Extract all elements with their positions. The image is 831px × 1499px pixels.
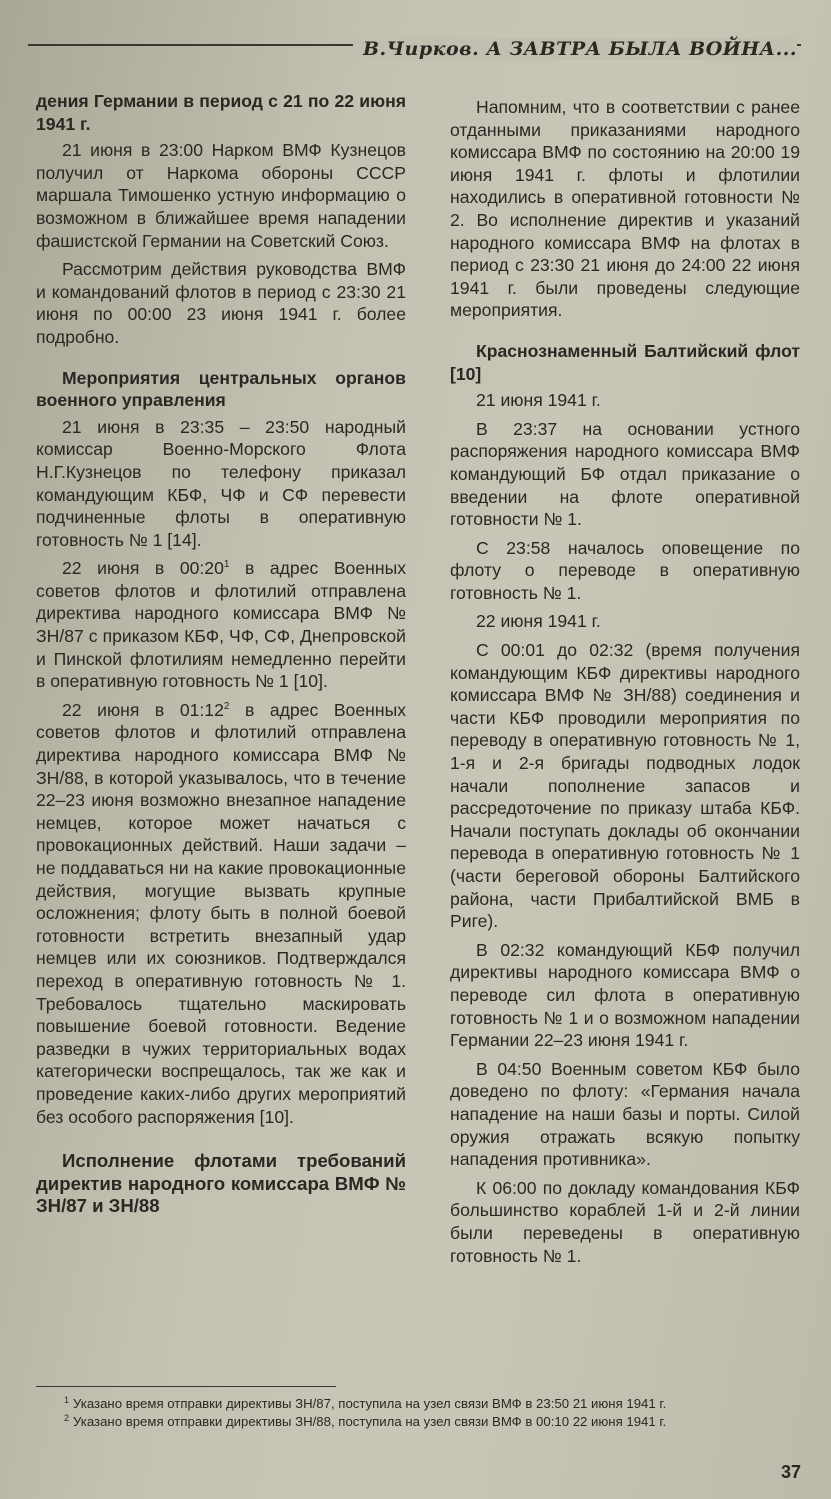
footnote bbox=[36, 1395, 796, 1413]
paragraph: В 23:37 на основании устного распоряжения народного комиссара ВМФ командующий БФ отдал приказание о введении на флоте оперативной готовности № 1. bbox=[450, 418, 800, 530]
page-header bbox=[28, 20, 801, 68]
paragraph: 21 июня в 23:35 – 23:50 народный комиссар Военно-Морского Флота Н.Г.Кузнецов по телефону приказал командующим КБФ, ЧФ и СФ перевести подчиненные флоты в оперативную готовность № 1 [14]. bbox=[36, 416, 406, 550]
paragraph: В 02:32 командующий КБФ получил директивы народного комиссара ВМФ о переводе сил флота в оперативную готовность № 1 и о возможном нападении Германии 22–23 июня 1941 г. bbox=[450, 939, 800, 1051]
paragraph-text: в адрес Военных советов флотов и флотилий отправлена директива народного комиссара ВМФ № ЗН/88, в которой указывалось, что в течение 22–23 июня возможно внезапное нападение немцев, которое может начаться с провокационных действий. Наши задачи – не поддаваться ни на какие провокационные действия, могущие вызвать крупные осложнения; флоту быть в полной боевой готовности встретить внезапный удар немцев или их союзников. Подтверждался переход в оперативную готовность № 1. Требовалось тщательно маскировать повышение боевой готовности. Ведение разведки в чужих территориальных водах категорически воспрещалось, так же как и проведение каких-либо других мероприятий без особого распоряжения [10]. bbox=[36, 699, 407, 1127]
footnote-ref: 2 bbox=[223, 700, 230, 712]
footnote-ref: 1 bbox=[223, 559, 230, 571]
left-column bbox=[36, 90, 406, 1222]
footnote-rule bbox=[36, 1386, 336, 1387]
footnote-mark: 1 bbox=[64, 1394, 70, 1405]
footnote-mark: 2 bbox=[64, 1412, 70, 1423]
footnote-text: Указано время отправки директивы ЗН/88, поступила на узел связи ВМФ в 00:10 22 июня 1941 г. bbox=[73, 1414, 667, 1429]
paragraph: Напомним, что в соответствии с ранее отданными приказаниями народного комиссара ВМФ по состоянию на 20:00 19 июня 1941 г. флоты и флотилии находились в оперативной готовности № 2. Во исполнение директив и указаний народного комиссара ВМФ на флотах в период с 23:30 21 июня до 24:00 22 июня 1941 г. были проведены следующие мероприятия. bbox=[450, 97, 800, 321]
footnote-text: Указано время отправки директивы ЗН/87, поступила на узел связи ВМФ в 23:50 21 июня 1941 г. bbox=[73, 1396, 667, 1411]
intro-heading: дения Германии в период с 21 по 22 июня 1941 г. bbox=[36, 91, 406, 134]
footnotes bbox=[36, 1386, 796, 1431]
section-heading-execution: Исполнение флотами требований директив народного комиссара ВМФ № ЗН/87 и ЗН/88 bbox=[36, 1150, 406, 1217]
paragraph: С 00:01 до 02:32 (время получения командующим КБФ директивы народного комиссара ВМФ № ЗН/88) соединения и части КБФ проводили мероприятия по переводу в оперативную готовность № 1, 1-я и 2-я бригады подводных лодок начали пополнение запасов и рассредоточение по приказу штаба КБФ. Начали поступать доклады об окончании перевода в оперативную готовность № 1 (части береговой обороны Балтийского района, части Прибалтийской ВМБ в Риге). bbox=[450, 640, 800, 932]
section-heading-central: Мероприятия центральных органов военного управления bbox=[36, 367, 406, 411]
paragraph-lead: 22 июня в 00:20 bbox=[62, 558, 224, 579]
running-head: В.Чирков. А ЗАВТРА БЫЛА ВОЙНА... bbox=[353, 38, 797, 60]
date-line: 22 июня 1941 г. bbox=[476, 611, 601, 632]
paragraph: Рассмотрим действия руководства ВМФ и командований флотов в период с 23:30 21 июня по 00:00 23 июня 1941 г. более подробно. bbox=[36, 259, 406, 347]
footnote bbox=[36, 1413, 796, 1431]
page-number: 37 bbox=[780, 1462, 801, 1482]
paragraph-text: в адрес Военных советов флотов и флотилий отправлена директива народного комиссара ВМФ № ЗН/87 с приказом КБФ, ЧФ, СФ, Днепровской и Пинской флотилиям немедленно перейти в оперативную готовность № 1 [10]. bbox=[36, 558, 407, 692]
section-heading-baltic: Краснознаменный Балтийский флот [10] bbox=[450, 340, 800, 384]
paragraph bbox=[36, 699, 406, 1128]
paragraph: В 04:50 Военным советом КБФ было доведено по флоту: «Германия начала нападение на наши базы и порты. Силой оружия отражать всякую попытку нападения противника». bbox=[450, 1058, 800, 1170]
date-line: 21 июня 1941 г. bbox=[476, 390, 601, 411]
paragraph: 21 июня в 23:00 Нарком ВМФ Кузнецов получил от Наркома обороны СССР маршала Тимошенко устную информацию о возможном в ближайшее время нападении фашистской Германии на Советский Союз. bbox=[36, 140, 406, 251]
paragraph-lead: 22 июня в 01:12 bbox=[62, 699, 224, 720]
paragraph bbox=[36, 557, 406, 693]
right-column bbox=[450, 96, 800, 1273]
paragraph: С 23:58 началось оповещение по флоту о переводе в оперативную готовность № 1. bbox=[450, 537, 800, 603]
paragraph: К 06:00 по докладу командования КБФ большинство кораблей 1-й и 2-й линии были переведены в оперативную готовность № 1. bbox=[450, 1177, 800, 1266]
